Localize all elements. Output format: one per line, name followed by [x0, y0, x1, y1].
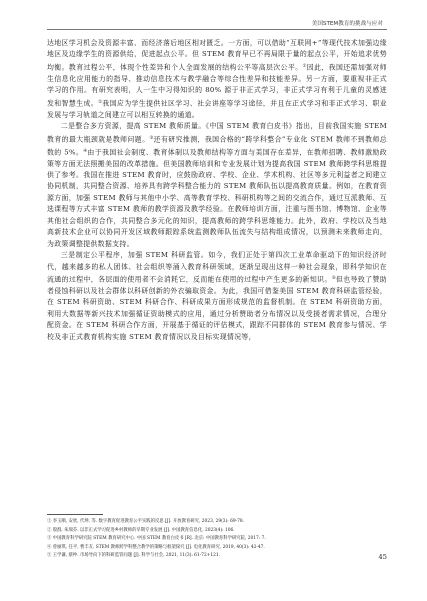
footnote-marker: ⑤ [331, 276, 336, 282]
footnotes [47, 518, 392, 561]
paragraph-text: 三是制定公平程序，加强 STEM 科研监管。如今，我们正处于第四次工业革命驱动下的知识经济时代，越来越多的私人团体、社会组织等涌入教育科研领域，逐渐呈现出这样一种社会现象，即科学知识在流通的过程中，各层面的使用者不会消耗它，反而能在使用的过程中产生更多的新知识。 [47, 251, 387, 284]
paragraph-text: 因此，我国还需加强对师生信息化应用能力的指导、推动信息技术与教学融合等综合性差异和技能差异。另一方面，要重视非正式学习的作用。有研究表明，人一生中习得知识的 80% 源于非正式学习，非正式学习有利于儿童的灵感迸发和智慧生成。 [47, 63, 387, 108]
footnote-marker: ④ [83, 148, 88, 154]
paragraph [47, 38, 387, 121]
page-number: 45 [378, 553, 387, 561]
paragraph-text: 由于我国社会制度、教育体制以及教师结构等方面与美国存在差异，在教师招聘、教师激励政策等方面无法照搬美国的改革措施。但美国教师培训和专业发展计划为提高我国 STEM 教师跨学科思维提供了参考。我国在推进 STEM 教育时，应鼓励政府、学校、企业、学术机构、社区等多元利益者之间建立协同机制，共同整合资源、培养具有跨学科整合能力的 STEM 教师队伍以提高教育质量。例如，在教育资源方面，加强 STEM 教师与其他中小学、高等教育学校、科研机构等之间的交流合作，通过互派教师、互选课程等方式丰富 STEM 教师的教学资源及教学经验。在教师培训方面，注重与图书馆、博物馆、企业等其他社会组织的合作，共同整合多元化的知识，提高教师的跨学科思维能力。此外，政府、学校以及当地高新技术企业可以协同开发区域教师跟踪系统监测教师队伍流失与结构组成情况，以预测未来教师走向，为政策调整提供数据支持。 [47, 148, 387, 248]
paragraph-text: 但也导致了赞助者侵蚀科研以及社会群体以科研创新的外衣骗取资金。为此，我国可借鉴美国 STEM 教育科研监管经验，在 STEM 科研资助、STEM 科研合作、科研成果方面形成规范的监督机制。在 STEM 科研资助方面，利用大数据等新兴技术加强循证资助模式的应用，通过分析赞助者分布情况以及受援者需求情况，合理分配资金。在 STEM 科研合作方面，开展基于循证的评估模式，跟踪不同群体的 STEM 教育参与情况、学校及非正式教育机构实施 STEM 教育情况以及目标实现情况等， [47, 275, 388, 341]
footnote-marker: ③ [149, 135, 154, 141]
footnote-rule [47, 514, 103, 515]
footnote: ③ 中国教育科学研究院 STEM 教育研究中心. 中国 STEM 教育白皮书 [R]. 北京: 中国教育科学研究院, 2017: 7. [47, 536, 266, 542]
paragraph-text: 我国应为学生提供社区学习、社会讲座等学习途径，并且在正式学习和非正式学习、职业发展与学习轨道之间建立可以相互转换的通道。 [47, 99, 387, 119]
body-text [47, 38, 387, 343]
paragraph [47, 250, 387, 343]
running-header: 美国STEM教育的挑战与应对 [311, 21, 383, 27]
footnote-marker: ① [302, 63, 307, 69]
paragraph-text: 达地区学习机会及资源丰富、而经济落后地区相对匮乏。一方面，可以借助“互联网+”等现代技术加强边缘地区及边缘学生的资源供给，促进起点公平。但 STEM 教育早已不再局限于量的起点公平，开始追求优势均衡。教育过程公平，体现个性差异和个人全面发展的结构公平等高层次公平。 [47, 39, 387, 72]
footnote: ④ 曾丽琪, 任平, 曹丰友. STEM 教师跨学科整合教学的策略与框架探究 [J]. 电化教育研究, 2019, 40(3): 42-47. [47, 544, 265, 550]
paragraph-text: 二是整合多方资源，提高 STEM 教师质量。《中国 STEM 教育白皮书》指出，目前我国实施 STEM 教育的最大瓶颈就是教师问题。 [47, 122, 387, 144]
paragraph [47, 121, 387, 250]
footnote: ② 殷群, 朱瑞芬. 以非正式学习促进乡村教师的早期专业发展 [J]. 中国教育信息化, 2023(4): 106. [47, 527, 235, 533]
footnote-marker: ② [98, 99, 103, 105]
footnote: ⑤ 王学谦, 蔡仲. 市场导向下的科研监管问题 [J]. 科学与社会, 2021, 11(3): 61-72+121. [47, 553, 221, 559]
paragraph-text: 还有研究推测，我国合格的“跨学科整合”专业化 STEM 教师不到教师总数的 5%。 [47, 135, 387, 157]
header-rule [47, 29, 387, 30]
footnote: ① 李玉顺, 安欣, 代坤, 等. 数字教育促进教育公平实践的反思 [J]. 开放教育研究, 2023, 29(3): 69-78. [47, 519, 245, 524]
